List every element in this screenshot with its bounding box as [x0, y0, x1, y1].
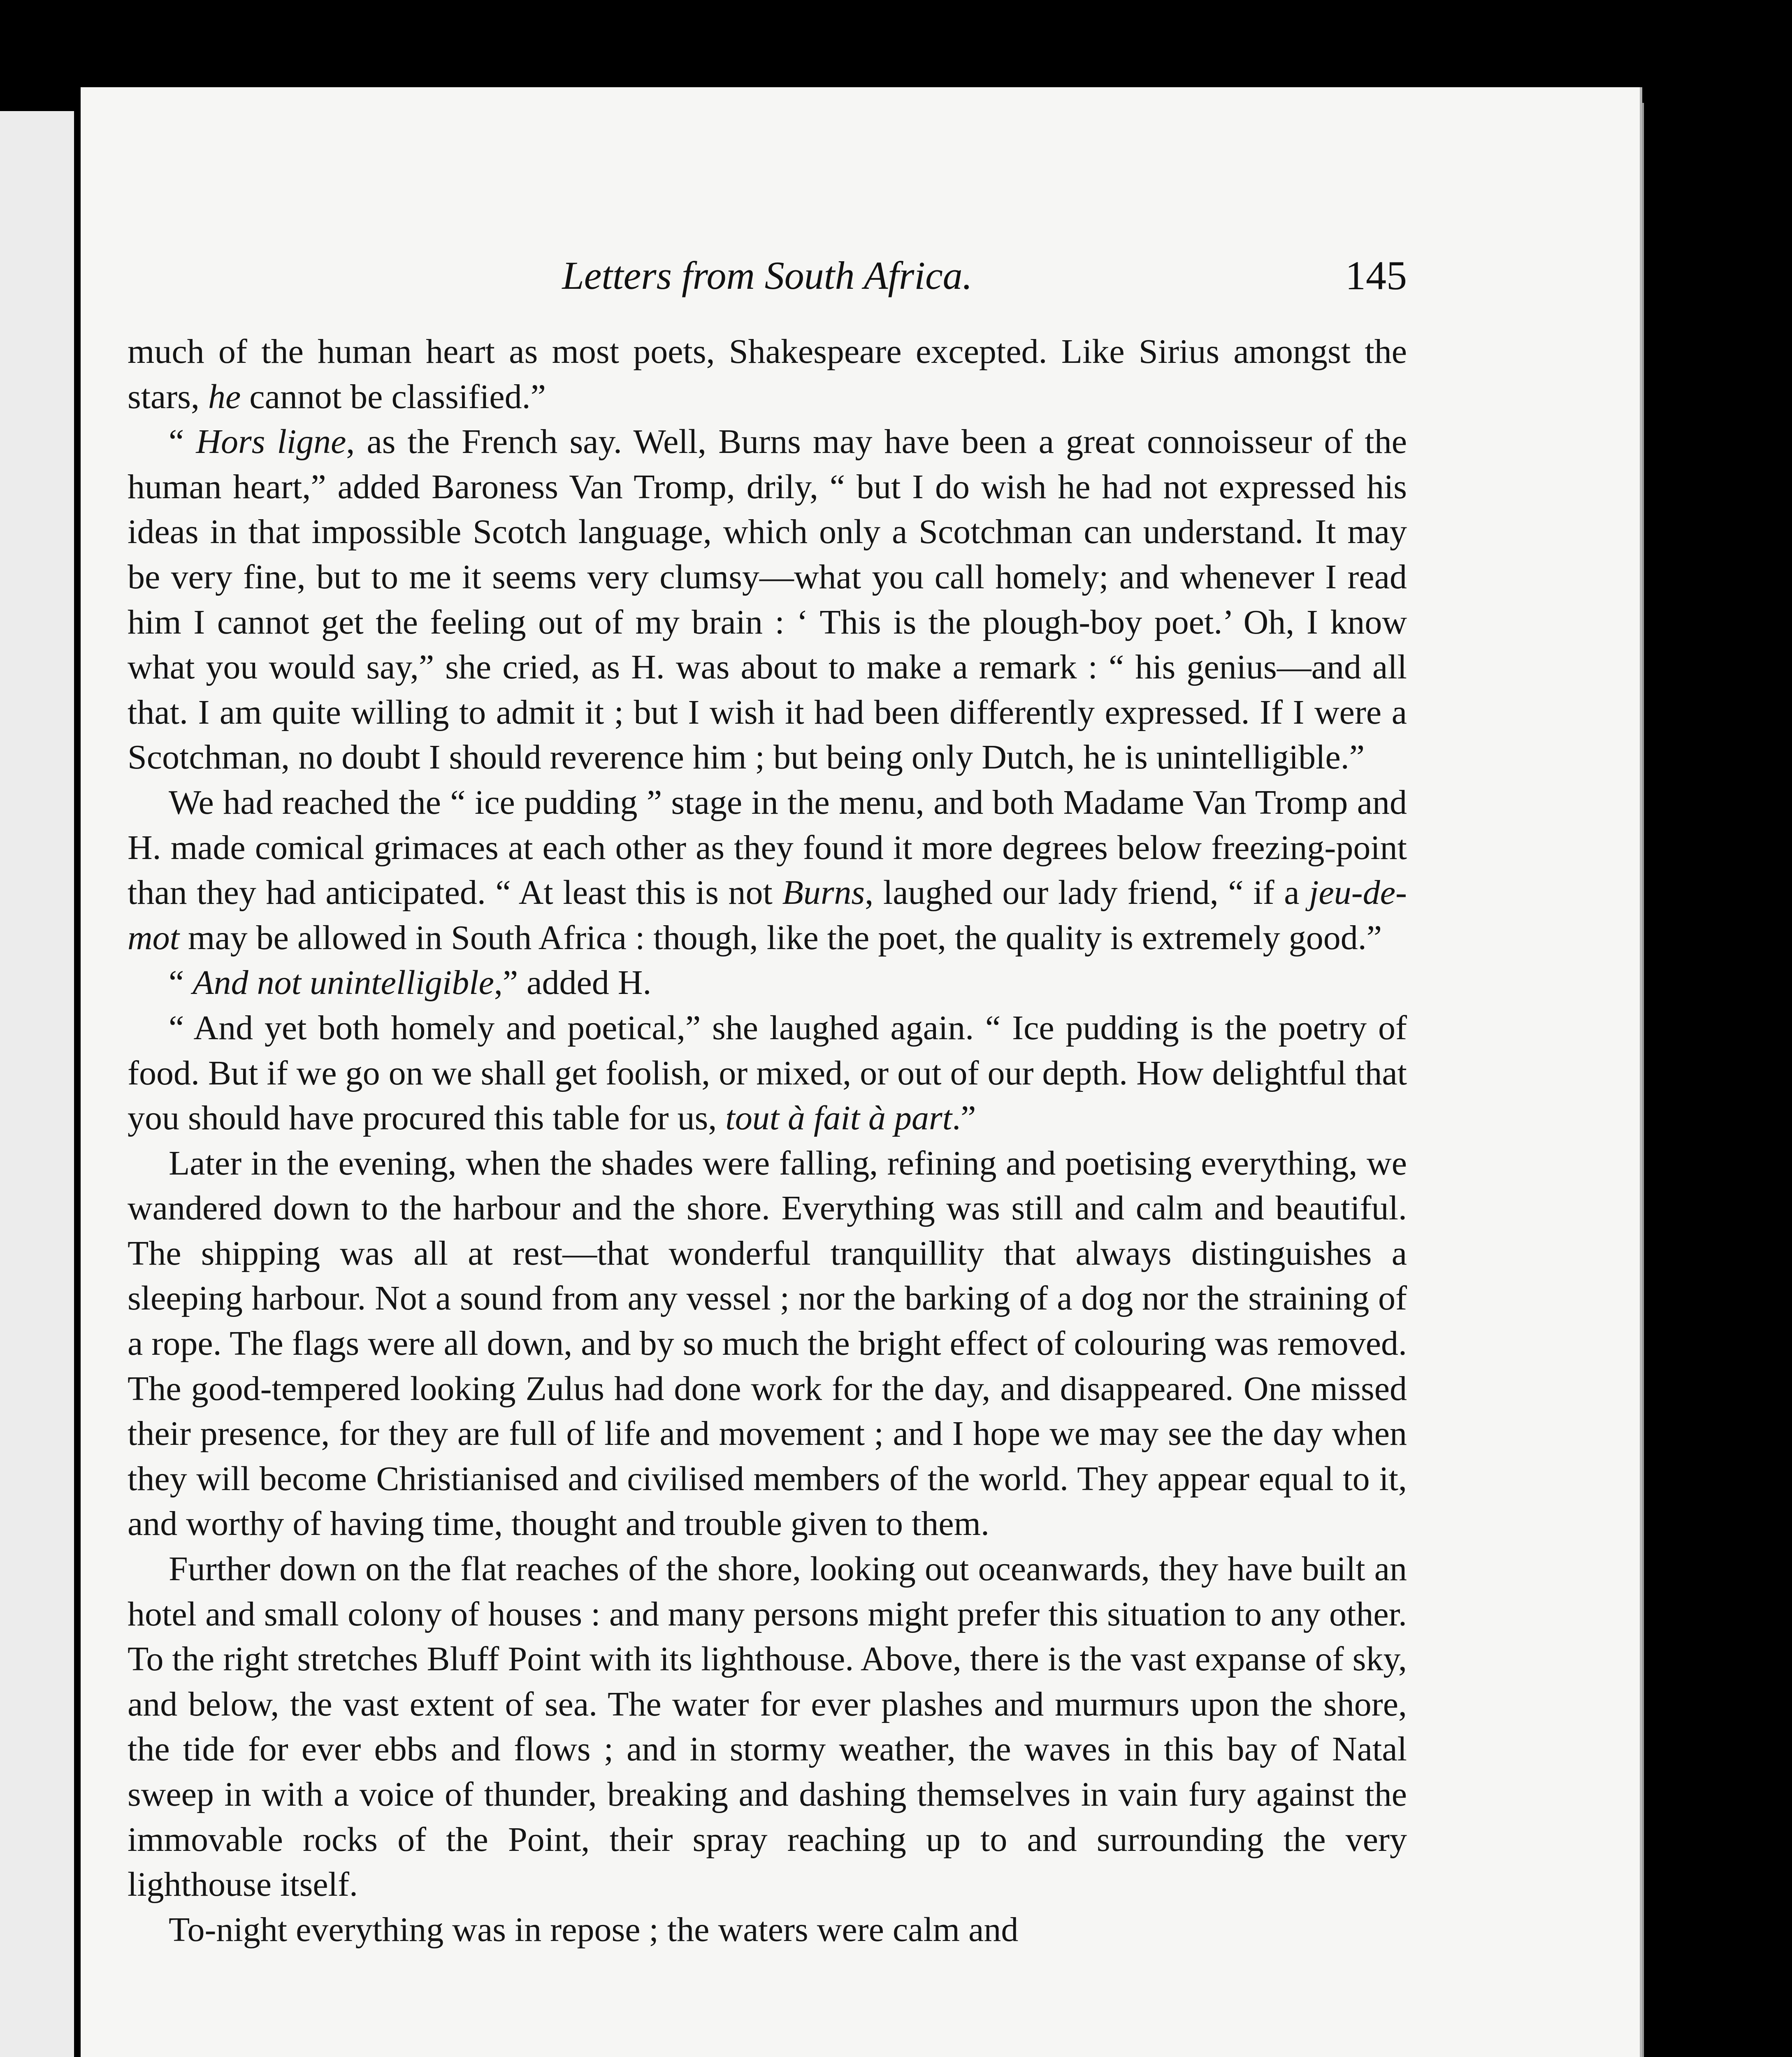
text-run: We had reached the “ ice pudding ” stage in the menu, and both Madame Van Tromp and H. made comical grimaces at each other as they found it more degrees below freezing-point than they had anticipated. “ At least this is not	[128, 783, 1407, 912]
text-run: , laughed our lady friend, “ if a	[865, 873, 1309, 912]
text-run: .”	[952, 1099, 976, 1138]
text-run: , as the French say. Well, Burns may have been a great connoisseur of the human heart,” added Baroness Van Tromp, drily, “ but I do wish he had not expressed his ideas in that impossible Scotch language, which only a Scotchman can understand. It may be very fine, but to me it seems very clumsy—what you call homely; and whenever I read him I cannot get the feeling out of my brain : ‘ This is the plough-boy poet.’ Oh, I know what you would say,” she cried, as H. was about to make a remark : “ his genius—and all that. I am quite willing to admit it ; but I wish it had been differently expressed. If I were a Scotchman, no doubt I should reverence him ; but being only Dutch, he is unintelligible.”	[128, 423, 1407, 777]
italic-text: Burns	[782, 873, 865, 912]
text-run: “	[169, 963, 193, 1002]
text-run: Later in the evening, when the shades were falling, refining and poetising everything, we wandered down to the harbour and the shore. Everything was still and calm and beautiful. The shipping was all at rest—that wonderful tranquillity that always distinguishes a sleeping harbour. Not a sound from any vessel ; nor the barking of a dog nor the straining of a rope. The flags were all down, and by so much the bright effect of colouring was removed. The good-tempered looking Zulus had done work for the day, and disappeared. One missed their presence, for they are full of life and movement ; and I hope we may see the day when they will become Christianised and civilised members of the world. They appear equal to it, and worthy of having time, thought and trouble given to them.	[128, 1144, 1407, 1543]
italic-text: he	[208, 377, 241, 416]
running-title: Letters from South Africa.	[562, 253, 973, 297]
text-run: “ And yet both homely and poetical,” she laughed again. “ Ice pudding is the poetry of food. But if we go on we shall get foolish, or mixed, or out of our depth. How delightful that you should have procured this table for us,	[128, 1008, 1407, 1138]
text-run: “	[169, 423, 196, 461]
body-text	[128, 329, 1407, 1952]
text-run: cannot be classified.”	[241, 377, 546, 416]
page-number: 145	[1345, 253, 1407, 298]
paragraph	[128, 1005, 1407, 1141]
paragraph	[128, 780, 1407, 960]
page-header	[128, 247, 1407, 304]
italic-text: tout à fait à part	[725, 1099, 952, 1138]
paragraph	[128, 960, 1407, 1005]
text-run: much of the human heart as most poets, Shakespeare excepted. Like Sirius amongst the stars,	[128, 332, 1407, 416]
paragraph	[128, 329, 1407, 419]
text-run: Further down on the flat reaches of the shore, looking out oceanwards, they have built an hotel and small colony of houses : and many persons might prefer this situation to any other. To the right stretches Bluff Point with its lighthouse. Above, there is the vast expanse of sky, and below, the vast extent of sea. The water for ever plashes and murmurs upon the shore, the tide for ever ebbs and flows ; and in stormy weather, the waves in this bay of Natal sweep in with a voice of thunder, breaking and dashing themselves in vain fury against the immovable rocks of the Point, their spray reaching up to and surrounding the very lighthouse itself.	[128, 1550, 1407, 1904]
paragraph	[128, 1546, 1407, 1907]
italic-text: And not unintelligible	[193, 963, 494, 1002]
facing-page-edge	[0, 111, 74, 2057]
text-run: To-night everything was in repose ; the waters were calm and	[169, 1910, 1019, 1949]
text-run: ,” added H.	[494, 963, 652, 1002]
paragraph	[128, 419, 1407, 780]
italic-text: jeu-de-mot	[128, 873, 1407, 957]
italic-text: Hors ligne	[196, 423, 346, 461]
paragraph	[128, 1907, 1407, 1953]
paragraph	[128, 1141, 1407, 1546]
text-run: may be allowed in South Africa : though, like the poet, the quality is extremely good.”	[179, 918, 1382, 957]
